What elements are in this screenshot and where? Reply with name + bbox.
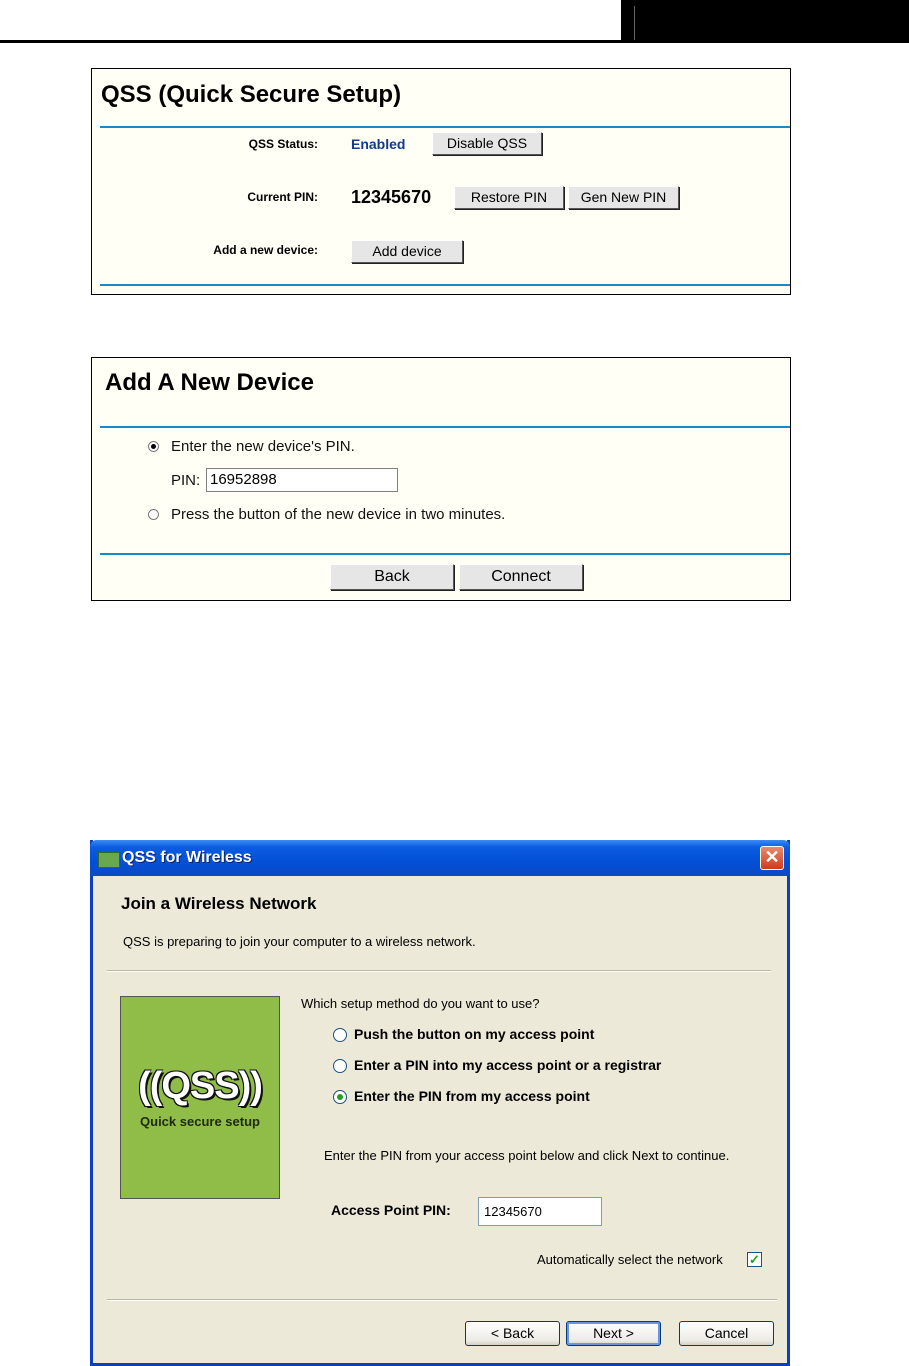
option-enter-pin-label: Enter the new device's PIN.	[171, 438, 355, 455]
qss-panel-divider-bottom	[100, 284, 790, 286]
access-point-pin-label: Access Point PIN:	[331, 1202, 451, 1218]
back-button[interactable]: < Back	[465, 1321, 560, 1346]
qss-logo-text: ((QSS))	[138, 1065, 262, 1107]
current-pin-value: 12345670	[351, 187, 432, 207]
add-device-title: Add A New Device	[105, 369, 314, 396]
gen-new-pin-button[interactable]: Gen New PIN	[568, 186, 679, 209]
option-enter-ap-pin-label: Enter the PIN from my access point	[354, 1088, 590, 1104]
qss-status-value: Enabled	[351, 136, 406, 152]
add-device-panel	[91, 357, 791, 601]
add-device-divider-top	[100, 426, 790, 428]
qss-wireless-window	[90, 840, 790, 1366]
pin-input[interactable]: 16952898	[206, 468, 398, 492]
pin-label: PIN:	[171, 472, 201, 489]
option-enter-pin-radio[interactable]	[148, 441, 159, 452]
next-button[interactable]: Next >	[566, 1321, 661, 1346]
join-network-subheading: QSS is preparing to join your computer to a wireless network.	[123, 934, 476, 949]
qss-panel-title: QSS (Quick Secure Setup)	[101, 81, 402, 108]
qss-logo-caption: Quick secure setup	[140, 1114, 260, 1129]
current-pin-label: Current PIN:	[247, 190, 318, 204]
qss-status-label: QSS Status:	[248, 137, 318, 151]
qss-panel	[91, 68, 791, 295]
page-header-separator	[634, 6, 635, 40]
qss-logo-image	[120, 996, 280, 1199]
access-point-pin-input[interactable]: 12345670	[478, 1197, 602, 1226]
add-device-divider-bottom	[100, 553, 790, 555]
window-titlebar[interactable]	[90, 840, 790, 876]
option-push-button-label: Push the button on my access point	[354, 1026, 595, 1042]
header-separator	[107, 970, 771, 972]
auto-select-network-label: Automatically select the network	[537, 1252, 723, 1267]
option-enter-ap-pin-radio[interactable]	[333, 1090, 347, 1104]
qss-app-icon	[98, 852, 120, 868]
option-enter-pin-registrar-radio[interactable]	[333, 1059, 347, 1073]
setup-method-question: Which setup method do you want to use?	[301, 996, 540, 1011]
footer-separator	[107, 1299, 777, 1301]
cancel-button[interactable]: Cancel	[679, 1321, 774, 1346]
option-push-button-radio[interactable]	[333, 1028, 347, 1042]
page-header-line	[0, 40, 626, 43]
option-enter-pin-registrar-label: Enter a PIN into my access point or a registrar	[354, 1057, 662, 1073]
option-push-button-radio[interactable]	[148, 509, 159, 520]
connect-button[interactable]: Connect	[459, 564, 583, 590]
add-device-button[interactable]: Add device	[351, 240, 463, 263]
close-icon[interactable]: ✕	[760, 846, 784, 870]
page-header-block	[621, 0, 909, 43]
window-title: QSS for Wireless	[122, 849, 252, 866]
back-button[interactable]: Back	[330, 564, 454, 590]
add-new-device-label: Add a new device:	[213, 243, 318, 257]
pin-instruction: Enter the PIN from your access point below and click Next to continue.	[324, 1148, 730, 1163]
qss-panel-divider-top	[100, 126, 790, 128]
join-network-heading: Join a Wireless Network	[121, 894, 317, 913]
option-push-button-label: Press the button of the new device in two minutes.	[171, 506, 506, 523]
disable-qss-button[interactable]: Disable QSS	[432, 132, 542, 155]
restore-pin-button[interactable]: Restore PIN	[454, 186, 564, 209]
auto-select-network-checkbox[interactable]: ✓	[747, 1252, 762, 1267]
